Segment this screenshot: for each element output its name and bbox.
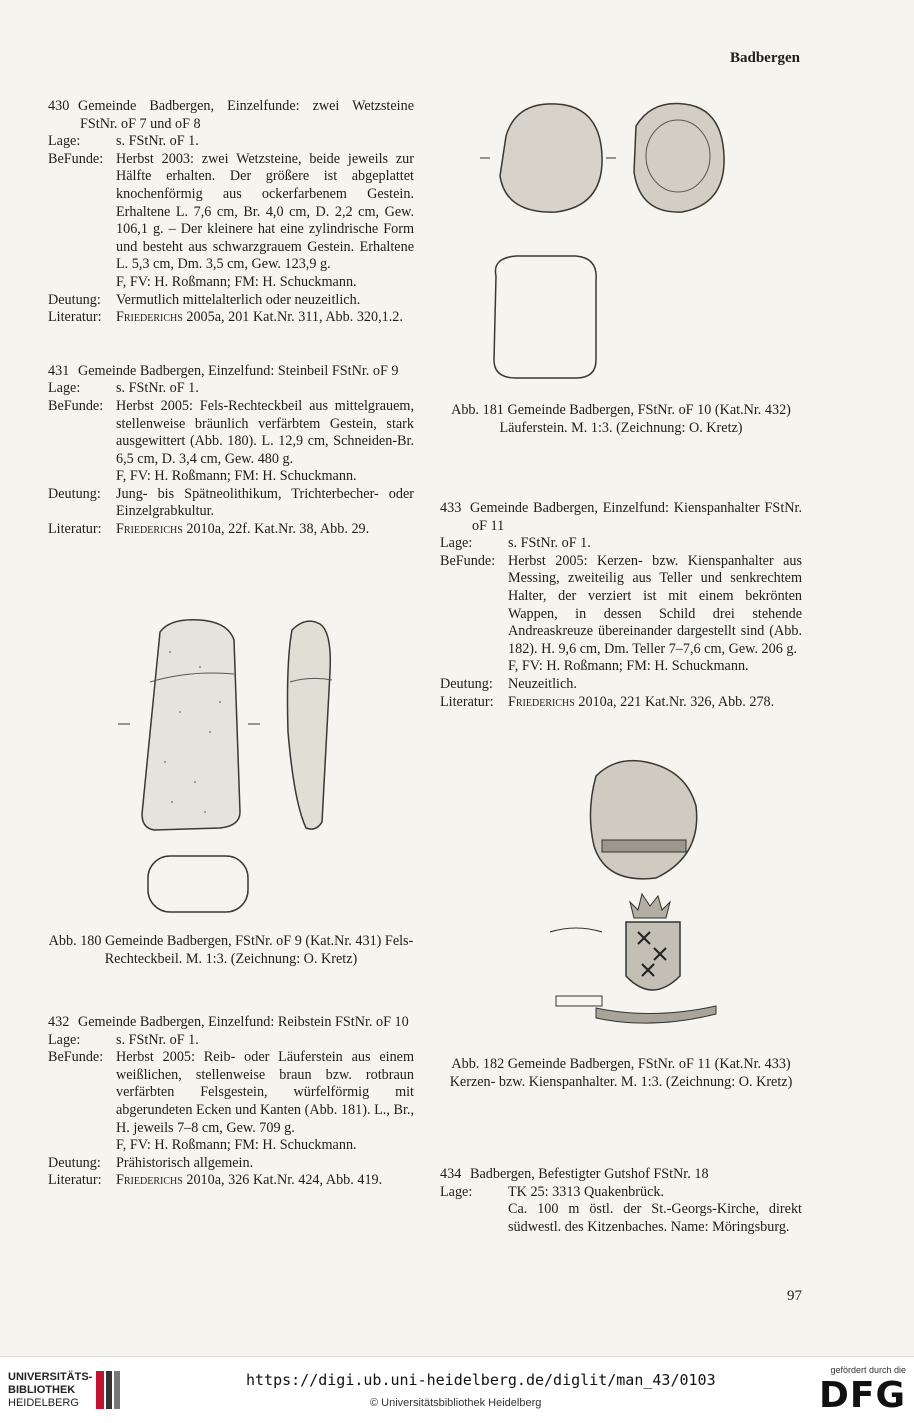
right-column — [440, 500, 802, 711]
library-line-3: HEIDELBERG — [8, 1397, 79, 1409]
entry-field — [48, 521, 414, 539]
field-value: s. FStNr. oF 1. — [116, 380, 199, 397]
entry-field — [48, 398, 414, 468]
field-value: Friederichs 2010a, 22f. Kat.Nr. 38, Abb. 29. — [116, 521, 370, 538]
caption-abb-181: Abb. 181 Gemeinde Badbergen, FStNr. oF 10 (Kat.Nr. 432) Läuferstein. M. 1:3. (Zeichnung: O. Kretz) — [451, 402, 791, 436]
entry-field — [48, 1172, 414, 1190]
grindstone-drawing — [476, 96, 766, 396]
library-line-1: UNIVERSITÄTS- — [8, 1371, 93, 1383]
caption-abb-180: Abb. 180 Gemeinde Badbergen, FStNr. oF 9 (Kat.Nr. 431) Fels-Rechteckbeil. M. 1:3. (Zeichnung: O. Kretz) — [48, 933, 414, 967]
field-value: s. FStNr. oF 1. — [116, 1031, 199, 1048]
entry-field — [440, 553, 802, 659]
axe-drawing — [110, 612, 370, 922]
field-label — [440, 1201, 508, 1236]
entry-field — [48, 1049, 414, 1137]
entry-field — [48, 468, 414, 486]
entry-field — [440, 658, 802, 676]
running-header: Badbergen — [729, 50, 800, 66]
figure-182-candleholder — [546, 756, 726, 1046]
caption-abb-182: Abb. 182 Gemeinde Badbergen, FStNr. oF 11 (Kat.Nr. 433) Kerzen- bzw. Kienspanhalter. M. 1:3. (Zeichnung: O. Kretz) — [449, 1056, 793, 1090]
field-label: BeFunde: — [48, 150, 104, 167]
entry-number: 433 — [440, 500, 462, 516]
figure-181-grindstone — [476, 96, 766, 396]
field-label: Deutung: — [48, 485, 101, 502]
entry-field — [440, 694, 802, 712]
entry-field — [48, 274, 414, 292]
field-value: Herbst 2005: Kerzen- bzw. Kienspanhalter aus Messing, zweiteilig aus Teller und senkrechtem Halter, der verziert ist mit einem bekrönten Wappen, in dessen Schild drei stehende Andreaskreuze übereinander dargestellt sind (Abb. 182). H. 9,6 cm, Dm. Teller 7–7,6 cm, Gew. 206 g. — [508, 552, 802, 657]
field-label: BeFunde: — [440, 552, 496, 569]
field-label: Lage: — [440, 1183, 473, 1200]
field-label — [48, 274, 116, 292]
field-value: Herbst 2005: Fels-Rechteckbeil aus mittelgrauem, stellenweise bräunlich verfärbtem Gestein, stark ausgewittert (Abb. 180). L. 12,9 cm, Schneiden-Br. 6,5 cm, D. 3,4 cm, Gew. 480 g. — [116, 397, 414, 467]
catalog-entry-431 — [48, 363, 414, 539]
field-value: Friederichs 2010a, 326 Kat.Nr. 424, Abb. 419. — [116, 1172, 383, 1189]
catalog-entry-433 — [440, 500, 802, 711]
field-label: Literatur: — [48, 1172, 102, 1189]
footer-bar — [0, 1356, 914, 1423]
entry-number: 434 — [440, 1166, 462, 1182]
field-label: Deutung: — [48, 291, 101, 308]
field-value: F, FV: H. Roßmann; FM: H. Schuckmann. — [116, 468, 357, 485]
field-label: Deutung: — [48, 1154, 101, 1171]
field-value: Herbst 2005: Reib- oder Läuferstein aus einem weißlichen, stellenweise braun bzw. rotbraun verfärbten Felsgestein, würfelförmig mit abgerundeten Ecken und Kanten (Abb. 181). L., Br., H. jeweils 7–8 cm, Gew. 709 g. — [116, 1049, 414, 1136]
entry-field — [440, 1201, 802, 1236]
field-label — [48, 1137, 116, 1155]
entry-field — [48, 151, 414, 274]
figure-180-axe — [110, 612, 370, 922]
field-value: Friederichs 2005a, 201 Kat.Nr. 311, Abb. 320,1.2. — [116, 309, 403, 326]
field-value: s. FStNr. oF 1. — [116, 133, 199, 150]
entry-field — [48, 292, 414, 310]
catalog-entry-434 — [440, 1166, 802, 1236]
field-label: BeFunde: — [48, 397, 104, 414]
left-column-lower — [48, 1014, 414, 1190]
field-value: F, FV: H. Roßmann; FM: H. Schuckmann. — [116, 273, 357, 290]
field-label: Lage: — [440, 535, 473, 552]
library-logo-icon — [94, 1367, 122, 1413]
field-label: Literatur: — [48, 309, 102, 326]
field-label: Deutung: — [440, 675, 493, 692]
field-value: Ca. 100 m östl. der St.-Georgs-Kirche, direkt südwestl. des Kitzenbaches. Name: Möringsburg. — [508, 1201, 802, 1235]
entry-field — [440, 676, 802, 694]
catalog-entry-432 — [48, 1014, 414, 1190]
field-value: F, FV: H. Roßmann; FM: H. Schuckmann. — [116, 1137, 357, 1154]
candleholder-drawing — [546, 756, 726, 1046]
field-label: Lage: — [48, 1031, 81, 1048]
entry-field — [440, 535, 802, 553]
field-label — [48, 468, 116, 486]
entry-title: 432 Gemeinde Badbergen, Einzelfund: Reibstein FStNr. oF 10 — [48, 1014, 409, 1030]
entry-number: 432 — [48, 1014, 70, 1030]
document-url-link[interactable]: https://digi.ub.uni-heidelberg.de/diglit/man_43/0103 — [246, 1371, 716, 1389]
field-value: F, FV: H. Roßmann; FM: H. Schuckmann. — [508, 658, 749, 675]
entry-field — [48, 133, 414, 151]
dfg-logo: DFG — [818, 1375, 906, 1416]
field-value: Vermutlich mittelalterlich oder neuzeitlich. — [116, 291, 361, 308]
field-value: s. FStNr. oF 1. — [508, 535, 591, 552]
entry-number: 430 — [48, 98, 70, 114]
copyright-notice: © Universitätsbibliothek Heidelberg — [370, 1397, 542, 1409]
entry-field — [48, 1137, 414, 1155]
entry-number: 431 — [48, 362, 70, 379]
entry-field — [48, 1155, 414, 1173]
catalog-entry-430 — [48, 98, 414, 327]
field-value: Herbst 2003: zwei Wetzsteine, beide jeweils zur Hälfte erhalten. Der größere ist abgeplattet knochenförmig aus ockerfarbenem Gestein. Erhaltene L. 7,6 cm, Br. 4,0 cm, D. 2,2 cm, Gew. 106,1 g. – Der kleinere hat eine zylindrische Form und besteht aus schwarzgrauem Gestein. Erhaltene L. 5,3 cm, Dm. 3,5 cm, Gew. 123,9 g. — [116, 150, 414, 273]
page-number: 97 — [787, 1288, 802, 1304]
entry-title: 434 Badbergen, Befestigter Gutshof FStNr. 18 — [440, 1166, 709, 1182]
field-value: Neuzeitlich. — [508, 675, 577, 692]
funding-note: gefördert durch die — [830, 1365, 906, 1375]
entry-field — [48, 1032, 414, 1050]
entry-field — [48, 486, 414, 521]
field-label: Literatur: — [440, 693, 494, 710]
field-value: Jung- bis Spätneolithikum, Trichterbecher- oder Einzelgrabkultur. — [116, 485, 414, 520]
entry-field — [48, 380, 414, 398]
field-label: Literatur: — [48, 521, 102, 538]
entry-title: 430 Gemeinde Badbergen, Einzelfunde: zwei Wetzsteine FStNr. oF 7 und oF 8 — [48, 98, 414, 132]
field-label — [440, 658, 508, 676]
library-name — [8, 1371, 92, 1410]
entry-field — [48, 309, 414, 327]
right-column-lower — [440, 1166, 802, 1236]
library-line-2: BIBLIOTHEK — [8, 1384, 76, 1396]
entry-title: 431 Gemeinde Badbergen, Einzelfund: Steinbeil FStNr. oF 9 — [48, 362, 399, 379]
entry-title: 433 Gemeinde Badbergen, Einzelfund: Kienspanhalter FStNr. oF 11 — [440, 500, 802, 534]
field-value: TK 25: 3313 Quakenbrück. — [508, 1183, 665, 1200]
entry-field — [440, 1184, 802, 1202]
field-value: Prähistorisch allgemein. — [116, 1154, 254, 1171]
field-label: BeFunde: — [48, 1049, 104, 1066]
field-label: Lage: — [48, 133, 81, 150]
field-value: Friederichs 2010a, 221 Kat.Nr. 326, Abb. 278. — [508, 693, 775, 710]
left-column — [48, 98, 414, 539]
field-label: Lage: — [48, 380, 81, 397]
